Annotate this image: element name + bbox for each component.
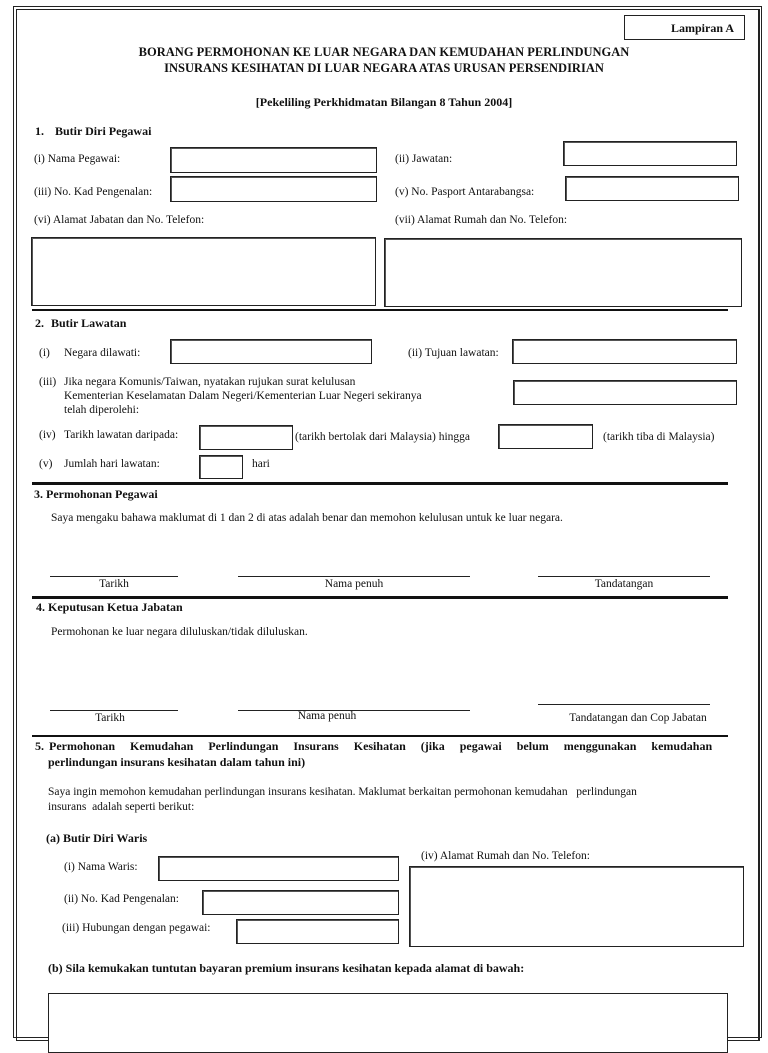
- nama-penuh-label: Nama penuh: [297, 710, 357, 722]
- negara-field[interactable]: [170, 339, 372, 364]
- hubungan-field[interactable]: [236, 919, 399, 944]
- tandatangan-signature-line[interactable]: [538, 576, 710, 577]
- nama-pegawai-field[interactable]: [170, 147, 377, 173]
- jawatan-field[interactable]: [563, 141, 737, 166]
- form-title-line2: INSURANS KESIHATAN DI LUAR NEGARA ATAS URUSAN PERSENDIRIAN: [164, 61, 604, 75]
- alamat-rumah-field[interactable]: [384, 238, 742, 307]
- tarikh-label: Tarikh: [99, 578, 129, 590]
- kad-pengenalan-field[interactable]: [170, 176, 377, 202]
- section1-title: Butir Diri Pegawai: [55, 124, 152, 138]
- pasport-label: (v) No. Pasport Antarabangsa:: [395, 186, 535, 198]
- tarikh-signature-line[interactable]: [50, 576, 178, 577]
- rujukan-field[interactable]: [513, 380, 737, 405]
- alamat-jabatan-field[interactable]: [31, 237, 376, 306]
- section5-statement-line1: Saya ingin memohon kemudahan perlindungan insurans kesihatan. Maklumat berkaitan permohonan kemudahan perlindungan: [48, 786, 637, 798]
- section1-number: 1.: [35, 124, 44, 138]
- section5-heading-line2: perlindungan insurans kesihatan dalam tahun ini): [48, 755, 306, 769]
- waris-alamat-rumah-label: (iv) Alamat Rumah dan No. Telefon:: [421, 850, 590, 862]
- hubungan-label: (iii) Hubungan dengan pegawai:: [62, 922, 211, 934]
- kad-pengenalan-label: (iii) No. Kad Pengenalan:: [34, 186, 153, 198]
- jumlah-hari-field[interactable]: [199, 455, 243, 479]
- tandatangan-cop-signature-line[interactable]: [538, 704, 710, 705]
- section-divider: [32, 309, 728, 311]
- appendix-label: Lampiran A: [624, 15, 745, 40]
- section4-heading: 4. Keputusan Ketua Jabatan: [36, 600, 183, 614]
- section4-statement: Permohonan ke luar negara diluluskan/tidak diluluskan.: [51, 626, 308, 638]
- tarikh-signature-line[interactable]: [50, 710, 178, 711]
- tuntutan-alamat-field[interactable]: [48, 993, 728, 1053]
- nama-pegawai-label: (i) Nama Pegawai:: [34, 153, 121, 165]
- tandatangan-label: Tandatangan: [594, 578, 654, 590]
- tarikh-label: Tarikh: [95, 712, 125, 724]
- section-divider: [32, 735, 728, 737]
- section3-statement: Saya mengaku bahawa maklumat di 1 dan 2 di atas adalah benar dan memohon kelulusan untuk ke luar negara.: [51, 512, 563, 524]
- butir-diri-waris-heading: (a) Butir Diri Waris: [46, 831, 148, 845]
- tarikh-bertolak-note: (tarikh bertolak dari Malaysia) hingga: [295, 431, 470, 443]
- rujukan-label-line1: Jika negara Komunis/Taiwan, nyatakan rujukan surat kelulusan: [64, 376, 356, 388]
- alamat-jabatan-label: (vi) Alamat Jabatan dan No. Telefon:: [34, 214, 205, 226]
- circular-reference: [Pekeliling Perkhidmatan Bilangan 8 Tahun 2004]: [255, 95, 513, 109]
- section5-statement-line2: insurans adalah seperti berikut:: [48, 801, 195, 813]
- rujukan-label-line2: Kementerian Keselamatan Dalam Negeri/Kementerian Luar Negeri sekiranya: [64, 390, 422, 402]
- tuntutan-premium-heading: (b) Sila kemukakan tuntutan bayaran premium insurans kesihatan kepada alamat di bawah:: [48, 961, 525, 975]
- nama-signature-line[interactable]: [238, 576, 470, 577]
- tarikh-tiba-note: (tarikh tiba di Malaysia): [603, 431, 715, 443]
- waris-kad-pengenalan-field[interactable]: [202, 890, 399, 915]
- tujuan-label: (ii) Tujuan lawatan:: [408, 347, 499, 359]
- section2-number: 2.: [35, 316, 44, 330]
- nama-penuh-label: Nama penuh: [324, 578, 384, 590]
- waris-kad-pengenalan-label: (ii) No. Kad Pengenalan:: [64, 893, 179, 905]
- form-title-line1: BORANG PERMOHONAN KE LUAR NEGARA DAN KEMUDAHAN PERLINDUNGAN: [138, 45, 630, 59]
- tarikh-dari-field[interactable]: [199, 425, 293, 450]
- tarikh-num: (iv): [39, 429, 56, 441]
- alamat-rumah-label: (vii) Alamat Rumah dan No. Telefon:: [395, 214, 568, 226]
- rujukan-num: (iii): [39, 376, 57, 388]
- hari-unit: hari: [252, 458, 270, 470]
- section-divider: [32, 596, 728, 599]
- section3-heading: 3. Permohonan Pegawai: [34, 487, 158, 501]
- tarikh-hingga-field[interactable]: [498, 424, 593, 449]
- jumlah-hari-num: (v): [39, 458, 53, 470]
- nama-waris-label: (i) Nama Waris:: [64, 861, 138, 873]
- section2-title: Butir Lawatan: [51, 316, 127, 330]
- negara-num: (i): [39, 347, 50, 359]
- jawatan-label: (ii) Jawatan:: [395, 153, 453, 165]
- waris-alamat-rumah-field[interactable]: [409, 866, 744, 947]
- section2-heading: [35, 316, 126, 331]
- jumlah-hari-label: Jumlah hari lawatan:: [64, 458, 160, 470]
- rujukan-label-line3: telah diperolehi:: [64, 404, 140, 416]
- tarikh-label: Tarikh lawatan daripada:: [64, 429, 179, 441]
- section-divider: [32, 482, 728, 485]
- nama-waris-field[interactable]: [158, 856, 399, 881]
- tujuan-field[interactable]: [512, 339, 737, 364]
- section5-heading-line1: 5. Permohonan Kemudahan Perlindungan Insurans Kesihatan (jika pegawai belum menggunakan kemudahan: [35, 739, 713, 753]
- tandatangan-cop-label: Tandatangan dan Cop Jabatan: [569, 712, 707, 724]
- section1-heading: [35, 124, 151, 139]
- negara-label: Negara dilawati:: [64, 347, 141, 359]
- pasport-field[interactable]: [565, 176, 739, 201]
